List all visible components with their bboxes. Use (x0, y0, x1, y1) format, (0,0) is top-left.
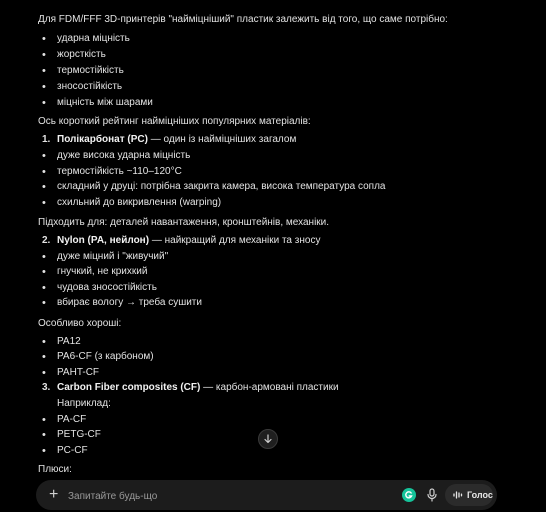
waveform-icon (453, 490, 463, 500)
list-number: 1. (42, 134, 51, 145)
microphone-icon[interactable] (426, 488, 438, 502)
list-item: • PETG-CF (38, 428, 101, 442)
material-title: Nylon (PA, нейлон) (57, 235, 150, 246)
message-input[interactable] (68, 489, 368, 503)
list-item: • дуже висока ударна міцність (38, 149, 190, 163)
material-desc: — карбон-армовані пластики (200, 382, 339, 393)
intro-text: Для FDM/FFF 3D-принтерів "найміцніший" пластик залежить від того, що саме потрібно: (38, 14, 448, 25)
list-item: • PAHT-CF (38, 366, 99, 380)
list-item: • дуже міцний і "живучий" (38, 250, 168, 264)
rating-intro: Ось короткий рейтинг найміцніших популярних матеріалів: (38, 116, 311, 127)
material-heading-cf (38, 381, 339, 395)
list-item: • PA12 (38, 335, 81, 349)
arrow-down-icon (263, 434, 273, 444)
material-heading-nylon (38, 234, 320, 248)
list-item: • ударна міцність (38, 32, 130, 46)
list-item: • термостійкість (38, 64, 124, 78)
example-label: Наприклад: (57, 398, 111, 409)
list-item: • вбирає вологу → треба сушити (38, 296, 202, 310)
scroll-down-button[interactable] (258, 429, 278, 449)
list-item: • міцність між шарами (38, 96, 153, 110)
list-item: • термостійкість ~110–120°C (38, 165, 182, 179)
pros-label: Плюси: (38, 464, 72, 475)
voice-mode-button[interactable] (445, 484, 493, 506)
list-item: • жорсткість (38, 48, 106, 62)
material-desc: — найкращий для механіки та зносу (149, 235, 321, 246)
list-item: • гнучкий, не крихкий (38, 265, 147, 279)
material-desc: — один із найміцніших загалом (147, 134, 297, 145)
message-composer (36, 480, 497, 510)
list-item: • PA-CF (38, 413, 86, 427)
list-item: • чудова зносостійкість (38, 281, 157, 295)
material-title: Carbon Fiber composites (CF) (57, 382, 201, 393)
suitable-text: Підходить для: деталей навантаження, кронштейнів, механіки. (38, 217, 330, 228)
list-item: • PC-CF (38, 444, 88, 458)
list-item: • складний у друці: потрібна закрита камера, висока температура сопла (38, 180, 385, 194)
voice-label: Голос (467, 490, 493, 500)
list-item: • зносостійкість (38, 80, 122, 94)
good-label: Особливо хороші: (38, 318, 122, 329)
grammarly-icon[interactable] (402, 488, 416, 502)
list-item: • схильний до викривлення (warping) (38, 196, 221, 210)
material-title: Полікарбонат (PC) (57, 134, 148, 145)
material-heading-pc (38, 133, 296, 147)
g-glyph-icon (404, 490, 414, 500)
list-item: • PA6-CF (з карбоном) (38, 350, 154, 364)
list-number: 2. (42, 235, 51, 246)
list-number: 3. (42, 382, 51, 393)
plus-icon[interactable]: + (49, 486, 59, 503)
